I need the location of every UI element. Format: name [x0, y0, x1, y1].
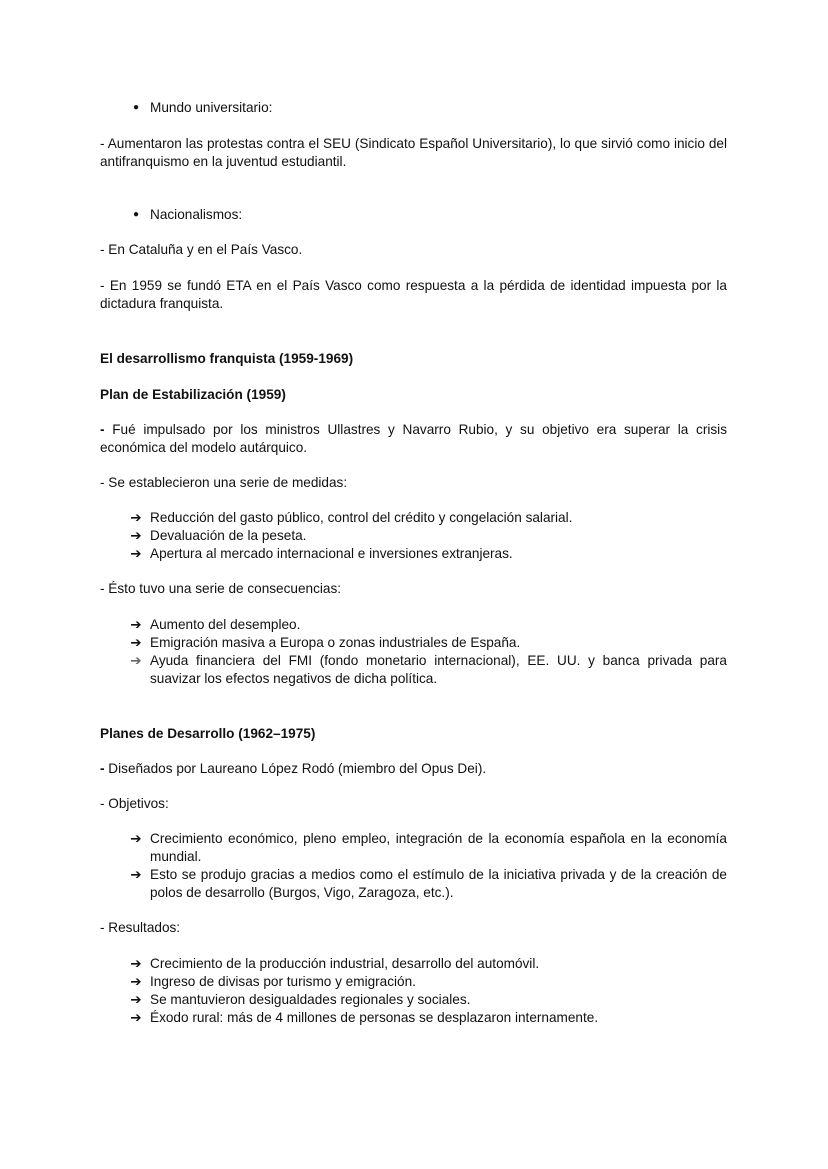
section-heading: El desarrollismo franquista (1959-1969) — [100, 351, 354, 366]
bullet-label: Nacionalismos: — [150, 207, 243, 222]
arrow-icon: ➔ — [130, 617, 142, 632]
list-item — [130, 616, 727, 634]
list-item-text: Emigración masiva a Europa o zonas industriales de España. — [150, 635, 521, 650]
paragraph — [100, 760, 727, 778]
dash: - — [100, 761, 105, 776]
arrow-icon: ➔ — [130, 974, 142, 989]
paragraph: - Ésto tuvo una serie de consecuencias: — [100, 581, 342, 596]
list-item — [130, 527, 727, 545]
arrow-icon: ➔ — [130, 867, 142, 882]
list-item-text: Esto se produjo gracias a medios como el estímulo de la iniciativa privada y de la creación de polos de desarrollo (Burgos, Vigo, Zaragoza, etc.). — [150, 867, 727, 900]
list-item-text: Devaluación de la peseta. — [150, 528, 307, 543]
list-item-text: Se mantuvieron desigualdades regionales y sociales. — [150, 992, 471, 1007]
list-item — [130, 973, 727, 991]
arrow-icon: ➔ — [130, 956, 142, 971]
dash: - — [100, 422, 105, 437]
paragraph-text: Fué impulsado por los ministros Ullastres y Navarro Rubio, y su objetivo era superar la crisis económica del modelo autárquico. — [100, 422, 727, 455]
arrow-icon: ➔ — [130, 635, 142, 650]
arrow-icon: ➔ — [130, 1010, 142, 1025]
arrow-icon: ➔ — [130, 546, 142, 561]
list-item-text: Ayuda financiera del FMI (fondo monetario internacional), EE. UU. y banca privada para suavizar los efectos negativos de dicha política. — [150, 653, 727, 686]
list-item-text: Crecimiento de la producción industrial, desarrollo del automóvil. — [150, 956, 540, 971]
paragraph: - En Cataluña y en el País Vasco. — [100, 242, 303, 257]
arrow-icon: ➔ — [130, 528, 142, 543]
list-item-text: Reducción del gasto público, control del crédito y congelación salarial. — [150, 510, 573, 525]
list-item-text: Aumento del desempleo. — [150, 617, 301, 632]
paragraph: - Aumentaron las protestas contra el SEU (Sindicato Español Universitario), lo que sirvió como inicio del antifranquismo en la juventud estudiantil. — [100, 136, 727, 169]
list-item — [130, 1009, 727, 1027]
arrow-icon: ➔ — [130, 831, 142, 846]
list-item — [130, 634, 727, 652]
paragraph: - Objetivos: — [100, 796, 169, 811]
list-item — [130, 652, 727, 688]
list-item-text: Crecimiento económico, pleno empleo, integración de la economía española en la economía mundial. — [150, 831, 727, 864]
paragraph-text: Diseñados por Laureano López Rodó (miembro del Opus Dei). — [104, 761, 487, 776]
arrow-icon: ➔ — [130, 653, 142, 668]
arrow-icon: ➔ — [130, 510, 142, 525]
list-item — [130, 955, 727, 973]
bullet-label: Mundo universitario: — [150, 100, 273, 115]
bullet-item — [132, 99, 727, 117]
paragraph: - Resultados: — [100, 920, 181, 935]
list-item-text: Ingreso de divisas por turismo y emigración. — [150, 974, 416, 989]
subsection-heading: Planes de Desarrollo (1962–1975) — [100, 726, 316, 741]
list-item — [130, 509, 727, 527]
list-item — [130, 545, 727, 563]
bullet-icon: ● — [132, 102, 140, 113]
bullet-item — [132, 206, 727, 224]
list-item — [130, 866, 727, 902]
bullet-icon: ● — [132, 209, 140, 220]
paragraph: - Se establecieron una serie de medidas: — [100, 475, 348, 490]
list-item — [130, 830, 727, 866]
list-item-text: Éxodo rural: más de 4 millones de personas se desplazaron internamente. — [150, 1010, 599, 1025]
paragraph: - En 1959 se fundó ETA en el País Vasco como respuesta a la pérdida de identidad impuesta por la dictadura franquista. — [100, 278, 727, 311]
list-item-text: Apertura al mercado internacional e inversiones extranjeras. — [150, 546, 513, 561]
paragraph — [100, 421, 727, 457]
arrow-icon: ➔ — [130, 992, 142, 1007]
list-item — [130, 991, 727, 1009]
subsection-heading: Plan de Estabilización (1959) — [100, 387, 286, 402]
